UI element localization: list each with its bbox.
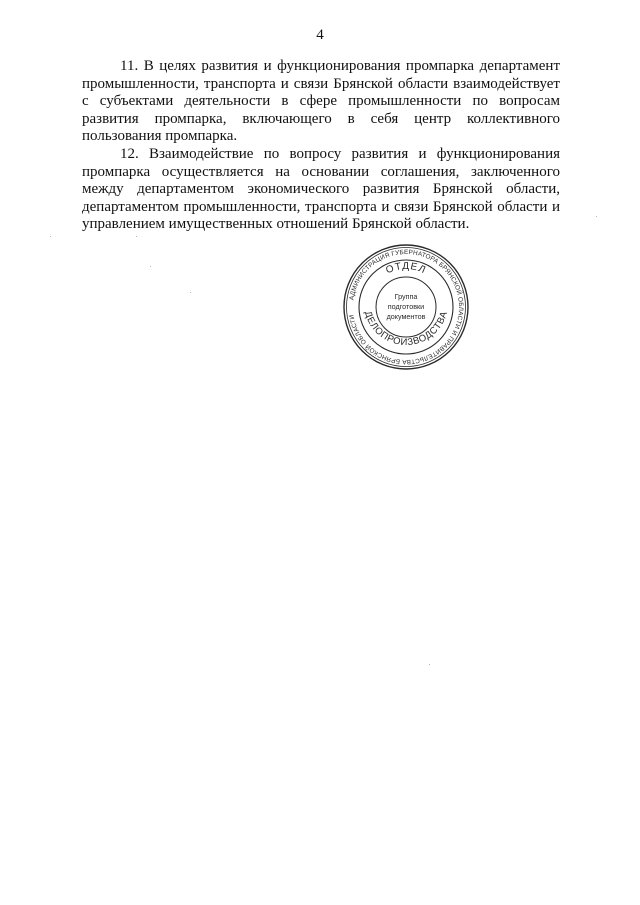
seal-graphic: [342, 243, 470, 371]
svg-text:ОТДЕЛ: [384, 261, 427, 276]
seal-center-line-2: подготовки: [387, 302, 425, 311]
scan-speck: [136, 236, 137, 237]
official-seal-stamp: [342, 243, 470, 371]
seal-outer-text: АДМИНИСТРАЦИЯ ГУБЕРНАТОРА БРЯНСКОЙ ОБЛАСТИ И ПРАВИТЕЛЬСТВА БРЯНСКОЙ ОБЛАСТИ: [348, 248, 465, 366]
scan-speck: [596, 216, 597, 217]
seal-center-line-1: Группа: [394, 292, 418, 301]
document-body: [82, 58, 560, 234]
paragraph-12: 12. Взаимодействие по вопросу развития и функционирования промпарка осуществляется на основании соглашения, заключенного между департаментом экономического развития Брянской области, департаментом промышленности, транспорта и связи Брянской области и управлением имущественных отношений Брянской области.: [82, 145, 560, 233]
seal-inner-bottom-text: ДЕЛОПРОИЗВОДСТВА: [361, 309, 451, 349]
seal-center-line-3: документов: [386, 312, 426, 321]
page-number: 4: [316, 27, 324, 43]
paragraph-11: 11. В целях развития и функционирования промпарка департамент промышленности, транспорта и связи Брянской области взаимодействует с субъектами деятельности в сфере промышленности по вопросам развития промпарка, включающего в себя центр коллективного пользования промпарка.: [82, 58, 560, 145]
scan-speck: [50, 236, 51, 237]
scan-speck: [190, 292, 191, 293]
scan-speck: [429, 664, 430, 665]
seal-inner-top-text: ОТДЕЛ: [384, 260, 428, 277]
scan-speck: [150, 266, 151, 267]
